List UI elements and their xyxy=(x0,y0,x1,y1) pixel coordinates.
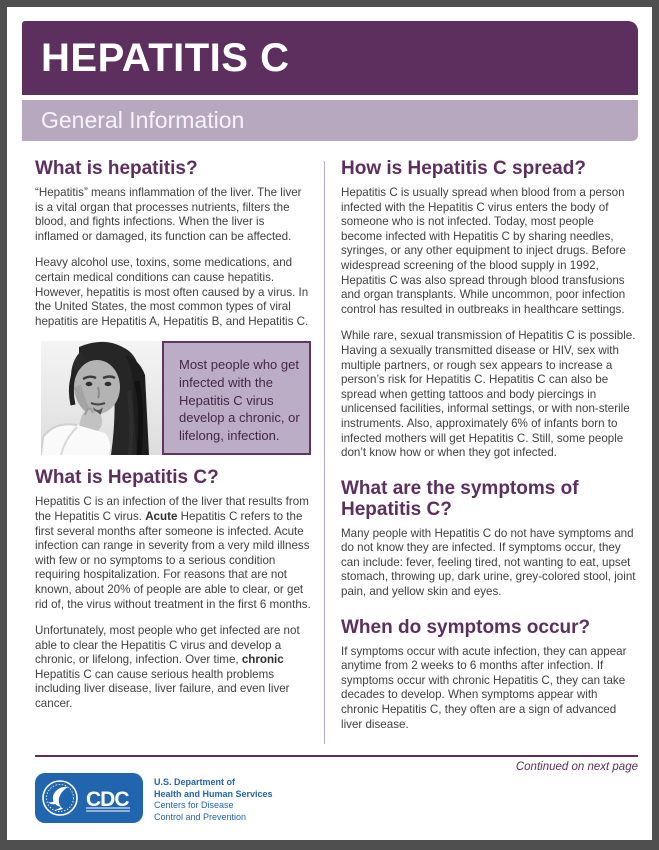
svg-text:CDC: CDC xyxy=(86,788,129,811)
dept-line: Control and Prevention xyxy=(154,811,247,822)
continued-note: Continued on next page xyxy=(515,761,638,773)
document-page xyxy=(7,7,652,840)
paragraph: Hepatitis C is usually spread when blood from a person infected with the Hepatitis C virus enters the body of someone who is not infected. Today, most people become infected with Hepatitis C by sharing needles, syringes, or any other equipment to inject drugs. Before widespread screening of the blood supply in 1992, Hepatitis C was also spread through blood transfusions and organ transplants. While uncommon, poor infection control has resulted in outbreaks in healthcare settings. xyxy=(341,186,626,316)
section-heading-symptoms: What are the symptoms of Hepatitis C? xyxy=(341,477,579,520)
subtitle-band xyxy=(22,100,638,141)
page-title: HEPATITIS C xyxy=(41,35,290,80)
footer-divider-line xyxy=(35,755,638,757)
bold-term-acute: Acute xyxy=(145,509,178,523)
paragraph: Heavy alcohol use, toxins, some medications, and certain medical conditions can cause hepatitis. However, hepatitis is most often caused by a virus. In the United States, the most common types of viral hepatitis are Hepatitis A, Hepatitis B, and Hepatitis C. xyxy=(35,256,309,328)
dept-line: U.S. Department of xyxy=(154,777,236,787)
text-segment: Hepatitis C refers to the first several months after someone is infected. Acute infection can range in severity from a very mild illness with few or no symptoms to a serious condition requiring hospitalization. For reasons that are not known, about 20% of people are able to clear, or get rid of, the virus without treatment in the first 6 months. xyxy=(35,509,311,611)
department-text xyxy=(154,777,273,823)
page-subtitle: General Information xyxy=(41,107,245,133)
section-heading-what-is-hepatitis-c: What is Hepatitis C? xyxy=(35,467,219,489)
footer xyxy=(35,755,638,823)
two-column-content xyxy=(7,141,652,744)
dept-line: Centers for Disease xyxy=(154,800,234,810)
paragraph: Many people with Hepatitis C do not have symptoms and do not know they are infected. If symptoms occur, they can include: fever, feeling tired, not wanting to eat, upset stomach, throwing up, dark urine, grey-colored stool, joint pain, and yellow skin and eyes. xyxy=(341,526,636,599)
text-segment: Unfortunately, most people who get infected are not able to clear the Hepatitis C virus and develop a chronic, or lifelong, infection. Over time, xyxy=(35,624,300,667)
photo-callout-row xyxy=(41,341,311,455)
section-heading-how-spread: How is Hepatitis C spread? xyxy=(341,158,586,179)
dept-line: Health and Human Services xyxy=(154,788,273,799)
agency-identity xyxy=(35,773,638,823)
paragraph: If symptoms occur with acute infection, they can appear anytime from 2 weeks to 6 months after infection. If symptoms occur with chronic Hepatitis C, they can take decades to develop. When symptoms appear with chronic Hepatitis C, they often are a sign of advanced liver disease. xyxy=(341,644,627,731)
callout-box: Most people who get infected with the Hepatitis C virus develop a chronic, or lifelong, infection. xyxy=(162,341,311,455)
hhs-cdc-logo-icon xyxy=(35,773,143,823)
section-heading-when-symptoms: When do symptoms occur? xyxy=(341,616,591,638)
paragraph xyxy=(35,624,311,712)
bold-term-chronic: chronic xyxy=(241,653,284,667)
title-band xyxy=(22,21,638,95)
paragraph: While rare, sexual transmission of Hepatitis C is possible. Having a sexually transmitted disease or HIV, sex with multiple partners, or rough sex appears to increase a person’s risk for Hepatitis C. Hepatitis C can also be spread when getting tattoos and body piercings in unlicensed facilities, informal settings, or with non-sterile instruments. Also, approximately 6% of infants born to infected mothers will get Hepatitis C. Still, some people don’t know how or when they got infected. xyxy=(341,329,636,460)
section-heading-what-is-hepatitis: What is hepatitis? xyxy=(35,158,198,179)
text-segment: Hepatitis C can cause serious health problems including liver disease, liver failure, and even liver cancer. xyxy=(35,667,290,711)
paragraph xyxy=(35,495,311,612)
portrait-photo xyxy=(41,341,162,455)
left-column xyxy=(35,158,324,744)
text-segment: Hepatitis C is an infection of the liver that results from the Hepatitis C virus. xyxy=(35,495,309,523)
paragraph: “Hepatitis” means inflammation of the liver. The liver is a vital organ that processes nutrients, filters the blood, and fights infections. When the liver is inflamed or damaged, its function can be affected. xyxy=(35,186,302,243)
right-column xyxy=(325,158,638,744)
